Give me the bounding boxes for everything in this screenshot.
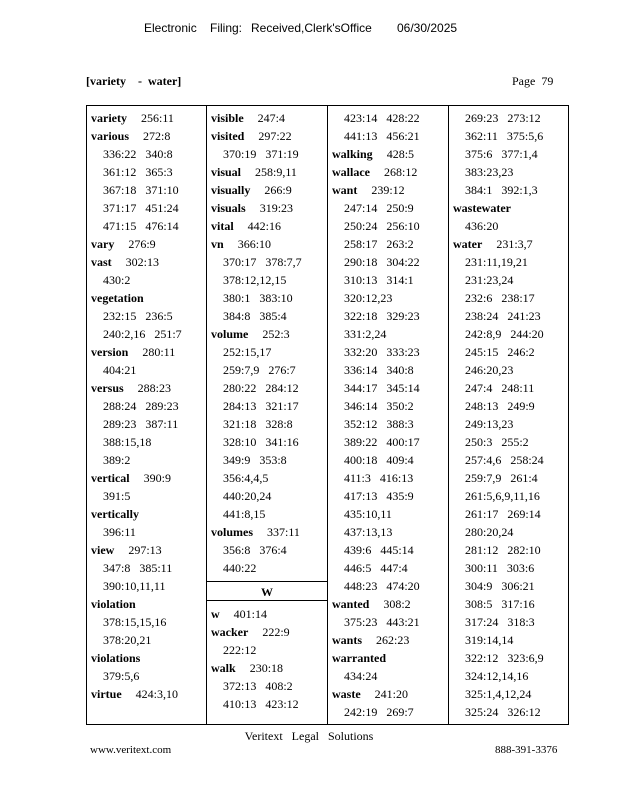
index-ref-line: 437:13,13 — [344, 525, 393, 539]
index-entry-visible — [207, 109, 327, 127]
index-page-refs: 366:10 — [237, 237, 272, 251]
index-ref-line: 245:15 246:2 — [465, 345, 535, 359]
index-entry-visuals — [207, 199, 327, 217]
index-ref-line: 430:2 — [103, 273, 131, 287]
index-ref-line: 371:17 451:24 — [103, 201, 179, 215]
index-ref-line: 352:12 388:3 — [344, 417, 414, 431]
index-page-refs: 401:14 — [233, 607, 268, 621]
index-ref-line: 231:23,24 — [465, 273, 514, 287]
index-page-refs: 247:4 — [257, 111, 286, 125]
index-ref-line: 289:23 387:11 — [103, 417, 179, 431]
index-headword: water — [453, 237, 483, 251]
index-ref-line: 317:24 318:3 — [465, 615, 535, 629]
index-page-refs: 252:3 — [262, 327, 290, 341]
index-ref-line: 471:15 476:14 — [103, 219, 179, 233]
index-page-refs: 319:23 — [259, 201, 294, 215]
footer-company: Veritext Legal Solutions — [244, 729, 374, 743]
index-headword: visual — [211, 165, 242, 179]
index-ref-line: 332:20 333:23 — [344, 345, 420, 359]
index-ref-line: 378:20,21 — [103, 633, 152, 647]
index-entry-water — [449, 235, 569, 253]
index-headword: walk — [211, 661, 236, 675]
index-entry-wastewater — [449, 199, 569, 217]
index-ref-line: 232:15 236:5 — [103, 309, 173, 323]
index-ref-line: 250:24 256:10 — [344, 219, 420, 233]
index-ref-line: 310:13 314:1 — [344, 273, 414, 287]
index-ref-line: 347:8 385:11 — [103, 561, 173, 575]
index-column-1 — [87, 106, 206, 724]
index-headword: visible — [211, 111, 244, 125]
index-ref-line: 388:15,18 — [103, 435, 152, 449]
index-page-refs: 272:8 — [143, 129, 171, 143]
index-headword: various — [91, 129, 130, 143]
index-ref-line: 322:18 329:23 — [344, 309, 420, 323]
index-headword: versus — [91, 381, 124, 395]
index-ref-line: 434:24 — [344, 669, 378, 683]
index-ref-line: 321:18 328:8 — [223, 417, 293, 431]
index-ref-line: 367:18 371:10 — [103, 183, 179, 197]
index-ref-line: 375:6 377:1,4 — [465, 147, 538, 161]
index-page-refs: 276:9 — [128, 237, 156, 251]
index-headword: visuals — [211, 201, 246, 215]
index-ref-line: 404:21 — [103, 363, 137, 377]
index-ref-line: 423:14 428:22 — [344, 111, 420, 125]
index-page-refs: 222:9 — [262, 625, 290, 639]
index-ref-line: 336:22 340:8 — [103, 147, 173, 161]
index-ref-line: 435:10,11 — [344, 507, 392, 521]
index-ref-line: 396:11 — [103, 525, 136, 539]
index-headword: variety — [91, 111, 127, 125]
index-ref-line: 231:11,19,21 — [465, 255, 528, 269]
index-headword: version — [91, 345, 129, 359]
index-ref-line: 375:23 443:21 — [344, 615, 420, 629]
index-ref-line: 240:2,16 251:7 — [103, 327, 182, 341]
index-page-refs: 424:3,10 — [135, 687, 178, 701]
index-entry-w — [207, 605, 327, 623]
index-ref-line: 222:12 — [223, 643, 257, 657]
index-ref-line: 410:13 423:12 — [223, 697, 299, 711]
index-ref-line: 319:14,14 — [465, 633, 514, 647]
index-ref-line: 280:20,24 — [465, 525, 514, 539]
index-column-2-bottom — [207, 605, 327, 713]
index-headword: wastewater — [453, 201, 511, 215]
index-entry-violation — [87, 595, 206, 613]
index-ref-line: 300:11 303:6 — [465, 561, 535, 575]
index-headword: walking — [332, 147, 373, 161]
index-entry-view — [87, 541, 206, 559]
index-headword: warranted — [332, 651, 386, 665]
index-entry-various — [87, 127, 206, 145]
index-entry-vegetation — [87, 289, 206, 307]
index-entry-visual — [207, 163, 327, 181]
index-ref-line: 379:5,6 — [103, 669, 140, 683]
footer-phone: 888-391-3376 — [495, 744, 558, 756]
word-index-table — [86, 105, 569, 725]
index-ref-line: 440:22 — [223, 561, 257, 575]
index-page-refs: 297:22 — [258, 129, 292, 143]
index-headword: wanted — [332, 597, 370, 611]
index-headword: waste — [332, 687, 361, 701]
index-ref-line: 356:8 376:4 — [223, 543, 287, 557]
index-ref-line: 324:12,14,16 — [465, 669, 529, 683]
index-page-refs: 288:23 — [137, 381, 172, 395]
index-ref-line: 259:7,9 261:4 — [465, 471, 538, 485]
index-ref-line: 378:12,12,15 — [223, 273, 287, 287]
index-ref-line: 325:24 326:12 — [465, 705, 541, 719]
index-ref-line: 446:5 447:4 — [344, 561, 408, 575]
index-headword: wallace — [332, 165, 370, 179]
index-headword: visited — [211, 129, 245, 143]
index-ref-line: 304:9 306:21 — [465, 579, 535, 593]
index-page-refs: 256:11 — [140, 111, 174, 125]
index-entry-virtue — [87, 685, 206, 703]
index-ref-line: 242:8,9 244:20 — [465, 327, 544, 341]
index-entry-wanted — [328, 595, 448, 613]
index-headword: vertical — [91, 471, 130, 485]
index-headword: volume — [211, 327, 249, 341]
index-page-refs: 258:9,11 — [255, 165, 297, 179]
index-entry-volumes — [207, 523, 327, 541]
index-entry-vn — [207, 235, 327, 253]
index-ref-line: 349:9 353:8 — [223, 453, 287, 467]
index-ref-line: 436:20 — [465, 219, 499, 233]
index-ref-line: 247:14 250:9 — [344, 201, 414, 215]
index-page-refs: 297:13 — [128, 543, 162, 557]
index-headword: w — [211, 607, 220, 621]
index-ref-line: 250:3 255:2 — [465, 435, 529, 449]
index-entry-vertical — [87, 469, 206, 487]
index-ref-line: 448:23 474:20 — [344, 579, 420, 593]
index-page-refs: 231:3,7 — [496, 237, 533, 251]
page-number: Page 79 — [512, 74, 554, 88]
index-ref-line: 346:14 350:2 — [344, 399, 414, 413]
index-ref-line: 389:2 — [103, 453, 131, 467]
index-column-2 — [206, 106, 327, 724]
index-ref-line: 383:23,23 — [465, 165, 514, 179]
index-entry-walk — [207, 659, 327, 677]
index-ref-line: 441:13 456:21 — [344, 129, 420, 143]
index-ref-line: 320:12,23 — [344, 291, 393, 305]
index-headword: vast — [91, 255, 112, 269]
index-ref-line: 308:5 317:16 — [465, 597, 535, 611]
index-headword: visually — [211, 183, 251, 197]
index-range: [variety - water] — [86, 74, 182, 88]
index-headword: view — [91, 543, 115, 557]
index-headword: vegetation — [91, 291, 144, 305]
index-headword: vertically — [91, 507, 139, 521]
index-ref-line: 411:3 416:13 — [344, 471, 414, 485]
filing-label-received: Received,Clerk'sOffice — [251, 21, 372, 35]
index-ref-line: 362:11 375:5,6 — [465, 129, 544, 143]
filing-date: 06/30/2025 — [397, 21, 458, 35]
index-ref-line: 281:12 282:10 — [465, 543, 541, 557]
index-ref-line: 389:22 400:17 — [344, 435, 420, 449]
index-ref-line: 322:12 323:6,9 — [465, 651, 544, 665]
index-ref-line: 441:8,15 — [223, 507, 266, 521]
index-column-4 — [448, 106, 569, 724]
index-ref-line: 246:20,23 — [465, 363, 514, 377]
index-entry-wallace — [328, 163, 448, 181]
index-headword: vn — [211, 237, 224, 251]
index-ref-line: 439:6 445:14 — [344, 543, 414, 557]
index-ref-line: 440:20,24 — [223, 489, 272, 503]
index-ref-line: 390:10,11,11 — [103, 579, 166, 593]
index-ref-line: 252:15,17 — [223, 345, 272, 359]
index-entry-vary — [87, 235, 206, 253]
index-entry-vital — [207, 217, 327, 235]
index-entry-variety — [87, 109, 206, 127]
index-ref-line: 400:18 409:4 — [344, 453, 414, 467]
index-ref-line: 336:14 340:8 — [344, 363, 414, 377]
index-ref-line: 259:7,9 276:7 — [223, 363, 296, 377]
index-page-refs: 428:5 — [386, 147, 415, 161]
index-headword: wants — [332, 633, 363, 647]
index-ref-line: 261:17 269:14 — [465, 507, 541, 521]
index-ref-line: 232:6 238:17 — [465, 291, 535, 305]
index-headword: want — [332, 183, 358, 197]
index-ref-line: 328:10 341:16 — [223, 435, 299, 449]
section-letter-w: W — [207, 581, 327, 601]
index-ref-line: 370:17 378:7,7 — [223, 255, 302, 269]
index-page-refs: 262:23 — [376, 633, 410, 647]
index-entry-walking — [328, 145, 448, 163]
index-headword: vary — [91, 237, 115, 251]
index-column-2-top — [207, 109, 327, 577]
index-headword: violations — [91, 651, 141, 665]
index-page-refs: 280:11 — [142, 345, 176, 359]
index-ref-line: 261:5,6,9,11,16 — [465, 489, 540, 503]
index-headword: wacker — [211, 625, 249, 639]
index-ref-line: 417:13 435:9 — [344, 489, 414, 503]
index-entry-vertically — [87, 505, 206, 523]
index-ref-line: 372:13 408:2 — [223, 679, 293, 693]
index-entry-visually — [207, 181, 327, 199]
index-headword: violation — [91, 597, 136, 611]
index-entry-volume — [207, 325, 327, 343]
index-page-refs: 390:9 — [143, 471, 171, 485]
index-ref-line: 391:5 — [103, 489, 131, 503]
index-entry-visited — [207, 127, 327, 145]
index-page-refs: 302:13 — [125, 255, 160, 269]
index-page-refs: 442:16 — [247, 219, 282, 233]
index-ref-line: 280:22 284:12 — [223, 381, 299, 395]
index-ref-line: 238:24 241:23 — [465, 309, 541, 323]
index-ref-line: 384:8 385:4 — [223, 309, 287, 323]
index-entry-violations — [87, 649, 206, 667]
index-ref-line: 325:1,4,12,24 — [465, 687, 532, 701]
index-page-refs: 241:20 — [374, 687, 409, 701]
index-ref-line: 242:19 269:7 — [344, 705, 414, 719]
index-entry-wacker — [207, 623, 327, 641]
footer-website: www.veritext.com — [90, 744, 172, 756]
index-ref-line: 247:4 248:11 — [465, 381, 535, 395]
index-ref-line: 288:24 289:23 — [103, 399, 179, 413]
index-ref-line: 344:17 345:14 — [344, 381, 420, 395]
index-ref-line: 257:4,6 258:24 — [465, 453, 544, 467]
index-ref-line: 290:18 304:22 — [344, 255, 420, 269]
index-page-refs: 308:2 — [383, 597, 411, 611]
index-page-refs: 230:18 — [249, 661, 284, 675]
index-ref-line: 356:4,4,5 — [223, 471, 269, 485]
index-ref-line: 384:1 392:1,3 — [465, 183, 538, 197]
index-ref-line: 331:2,24 — [344, 327, 387, 341]
index-entry-waste — [328, 685, 448, 703]
index-ref-line: 380:1 383:10 — [223, 291, 293, 305]
index-page-refs: 266:9 — [264, 183, 292, 197]
index-ref-line: 370:19 371:19 — [223, 147, 299, 161]
index-headword: vital — [211, 219, 234, 233]
index-ref-line: 249:13,23 — [465, 417, 514, 431]
index-entry-wants — [328, 631, 448, 649]
index-headword: virtue — [91, 687, 122, 701]
index-entry-versus — [87, 379, 206, 397]
index-ref-line: 269:23 273:12 — [465, 111, 541, 125]
index-page-refs: 239:12 — [371, 183, 405, 197]
index-ref-line: 248:13 249:9 — [465, 399, 535, 413]
index-ref-line: 361:12 365:3 — [103, 165, 173, 179]
index-entry-vast — [87, 253, 206, 271]
index-page-refs: 268:12 — [384, 165, 418, 179]
filing-label-electronic: Electronic — [144, 21, 197, 35]
index-page-refs: 337:11 — [267, 525, 300, 539]
index-headword: volumes — [211, 525, 253, 539]
index-ref-line: 258:17 263:2 — [344, 237, 414, 251]
index-ref-line: 284:13 321:17 — [223, 399, 299, 413]
index-entry-warranted — [328, 649, 448, 667]
index-entry-want — [328, 181, 448, 199]
index-ref-line: 378:15,15,16 — [103, 615, 167, 629]
index-column-3 — [327, 106, 448, 724]
index-entry-version — [87, 343, 206, 361]
filing-label-filing: Filing: — [210, 21, 243, 35]
